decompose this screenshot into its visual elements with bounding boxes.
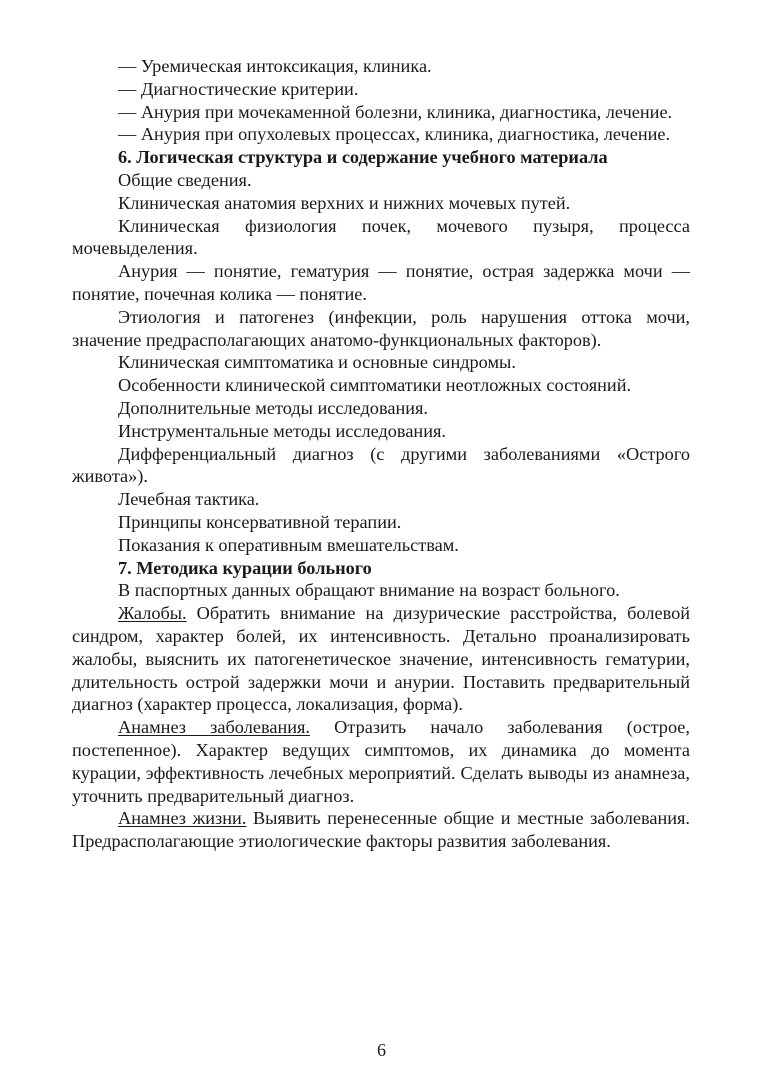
life-history-text: Выявить перенесенные общие и местные заболевания. Предрасполагающие этиологические факторы развития заболевания. — [72, 808, 690, 852]
section-7-heading: 7. Методика курации больного — [118, 557, 372, 578]
disease-history-text: Отразить начало заболевания (острое, постепенное). Характер ведущих симптомов, их динамика до момента курации, эффективность лечебных мероприятий. Сделать выводы из анамнеза, уточнить предварительный диагноз. — [72, 717, 690, 806]
life-history-label: Анамнез жизни. — [118, 808, 247, 829]
section-6-paragraph: Дифференциальный диагноз (с другими заболеваниями «Острого живота»). — [72, 443, 690, 487]
section-6-paragraph: Показания к оперативным вмешательствам. — [118, 534, 459, 555]
page-number: 6 — [377, 1040, 386, 1060]
section-6-paragraph: Особенности клинической симптоматики неотложных состояний. — [118, 375, 632, 396]
complaints-paragraph — [72, 602, 690, 716]
section-6-paragraph: Анурия — понятие, гематурия — понятие, острая задержка мочи — понятие, почечная колика — понятие. — [72, 261, 690, 304]
page-body — [72, 55, 690, 853]
section-6-heading: 6. Логическая структура и содержание учебного материала — [118, 147, 608, 168]
complaints-text: Обратить внимание на дизурические расстройства, болевой синдром, характер болей, их интенсивность. Детально проанализировать жалобы, выяснить их патогенетическое значение, интенсивность гематурии, длительность острой задержки мочи и анурии. Поставить предварительный диагноз (характер процесса, локализация, форма). — [72, 603, 690, 715]
complaints-label: Жалобы. — [118, 603, 187, 624]
section-6-paragraph: Общие сведения. — [118, 169, 252, 190]
section-6-paragraph: Дополнительные методы исследования. — [118, 397, 428, 418]
section-6-paragraph: Клиническая симптоматика и основные синдромы. — [118, 352, 516, 373]
list-item-anuria-urolithiasis: — Анурия при мочекаменной болезни, клиника, диагностика, лечение. — [118, 101, 673, 122]
section-6-paragraph: Инструментальные методы исследования. — [118, 420, 446, 441]
section-6-paragraph: Этиология и патогенез (инфекции, роль нарушения оттока мочи, значение предрасполагающих анатомо-функциональных факторов). — [72, 306, 690, 350]
section-6-paragraph: Лечебная тактика. — [118, 489, 260, 510]
section-6-paragraph: Клиническая физиология почек, мочевого пузыря, процесса мочевыделения. — [72, 215, 690, 259]
section-7-intro: В паспортных данных обращают внимание на возраст больного. — [118, 580, 620, 601]
list-item-uremic-intoxication: — Уремическая интоксикация, клиника. — [118, 56, 432, 76]
section-6-paragraph: Клиническая анатомия верхних и нижних мочевых путей. — [118, 192, 571, 213]
section-6-paragraph: Принципы консервативной терапии. — [118, 511, 402, 532]
disease-history-label: Анамнез заболевания. — [118, 717, 310, 738]
life-history-paragraph — [72, 807, 690, 853]
list-item-anuria-tumors: — Анурия при опухолевых процессах, клиника, диагностика, лечение. — [118, 124, 671, 145]
list-item-diagnostic-criteria: — Диагностические критерии. — [118, 78, 359, 99]
disease-history-paragraph — [72, 716, 690, 807]
